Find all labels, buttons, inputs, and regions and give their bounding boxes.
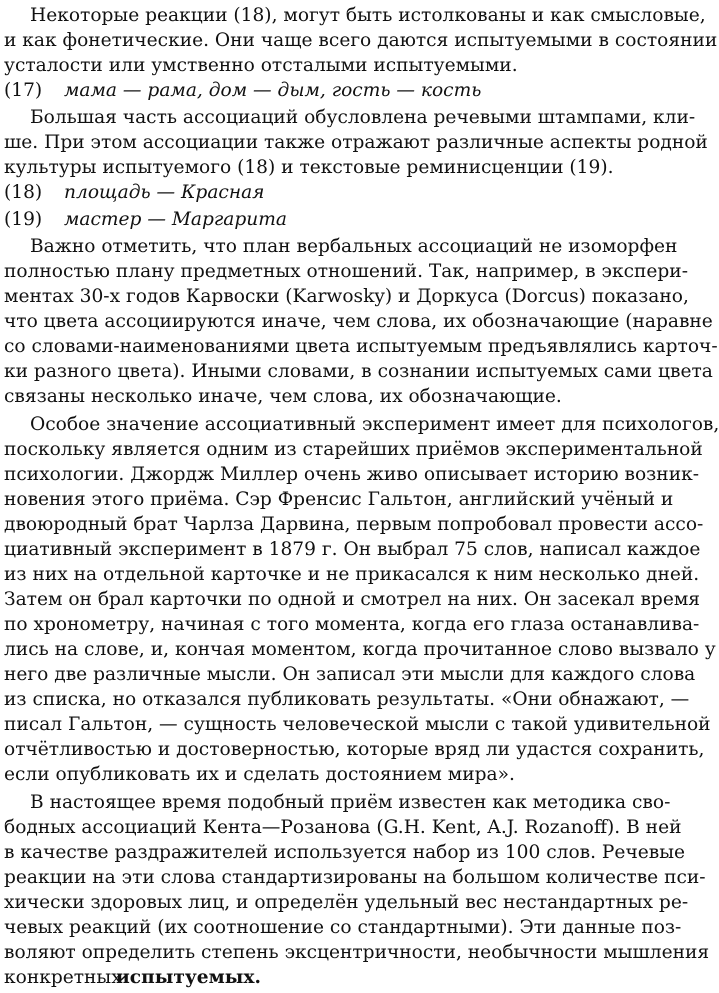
text-line: чевых реакций (их соотношение со стандартными). Эти данные поз- xyxy=(4,917,682,938)
text-line: Важно отметить, что план вербальных ассоциаций не изоморфен xyxy=(30,236,678,257)
text-line: В настоящее время подобный приём известен как методика сво- xyxy=(30,792,671,813)
text-line: хически здоровых лиц, и определён удельный вес нестандартных ре- xyxy=(4,892,689,913)
text-line: реакции на эти слова стандартизированы на большом количестве пси- xyxy=(4,867,706,888)
text-line: воляют определить степень эксцентричности, необычности мышления xyxy=(4,942,710,963)
bold-word: испытуемых. xyxy=(116,967,261,988)
text-line: если опубликовать их и сделать достоянием мира». xyxy=(4,764,515,785)
example-17 xyxy=(0,77,620,104)
example-number: (19) xyxy=(4,209,43,230)
example-text: площадь — Красная xyxy=(64,182,265,203)
text-line: новения этого приёма. Сэр Френсис Гальтон, английский учёный и xyxy=(4,489,674,510)
example-text: мама — рама, дом — дым, гость — кость xyxy=(64,80,482,101)
text-line: лись на слове, и, кончая моментом, когда прочитанное слово вызвало у xyxy=(4,639,716,660)
example-19 xyxy=(0,206,620,233)
text-line: что цвета ассоциируются иначе, чем слова, их обозначающие (наравне xyxy=(4,311,713,332)
text-line: психологии. Джордж Миллер очень живо описывает историю возник- xyxy=(4,464,699,485)
text-line: Особое значение ассоциативный эксперимент имеет для психологов, xyxy=(30,414,719,435)
text-line: Некоторые реакции (18), могут быть истолкованы и как смысловые, xyxy=(30,5,706,26)
text-line-last: конкретных испытуемых. xyxy=(0,964,620,991)
text-line: из них на отдельной карточке и не прикасался к ним несколько дней. xyxy=(4,564,700,585)
text-line: ки разного цвета). Иными словами, в сознании испытуемых сами цвета xyxy=(4,361,713,382)
text-line: отчётливостью и достоверностью, которые вряд ли удастся сохранить, xyxy=(4,739,705,760)
example-18 xyxy=(0,179,620,206)
text-line: и как фонетические. Они чаще всего даются испытуемыми в состоянии xyxy=(4,30,718,51)
text-line: усталости или умственно отсталыми испытуемыми. xyxy=(4,55,518,76)
example-text: мастер — Маргарита xyxy=(64,209,287,230)
example-number: (17) xyxy=(4,80,43,101)
text-line: Затем он брал карточки по одной и смотрел на них. Он засекал время xyxy=(4,589,701,610)
text-line: Большая часть ассоциаций обусловлена речевыми штампами, кли- xyxy=(30,107,696,128)
text-line: культуры испытуемого (18) и текстовые реминисценции (19). xyxy=(4,157,614,178)
text-line: со словами-наименованиями цвета испытуемым предъявлялись карточ- xyxy=(4,336,718,357)
text-line: по хронометру, начиная с того момента, когда его глаза останавлива- xyxy=(4,614,700,635)
text-line: ше. При этом ассоциации также отражают различные аспекты родной xyxy=(4,132,708,153)
text-line: из списка, но отказался публиковать результаты. «Они обнажают, — xyxy=(4,689,690,710)
text-line: бодных ассоциаций Кента—Розанова (G.H. Kent, A.J. Rozanoff). В ней xyxy=(4,817,682,838)
text-line: полностью плану предметных отношений. Так, например, в экспери- xyxy=(4,261,688,282)
text-line: него две различные мысли. Он записал эти мысли для каждого слова xyxy=(4,664,696,685)
text-line: в качестве раздражителей используется набор из 100 слов. Речевые xyxy=(4,842,686,863)
text-line: связаны несколько иначе, чем слова, их обозначающие. xyxy=(4,386,562,407)
text-line: циативный эксперимент в 1879 г. Он выбрал 75 слов, написал каждое xyxy=(4,539,701,560)
text-line: писал Гальтон, — сущность человеческой мысли с такой удивительной xyxy=(4,714,711,735)
text-line: двоюродный брат Чарлза Дарвина, первым попробовал провести ассо- xyxy=(4,514,704,535)
text-line: поскольку является одним из старейших приёмов экспериментальной xyxy=(4,439,703,460)
example-number: (18) xyxy=(4,182,43,203)
text-line: ментах 30-х годов Карвоски (Karwosky) и Доркуса (Dorcus) показано, xyxy=(4,286,689,307)
